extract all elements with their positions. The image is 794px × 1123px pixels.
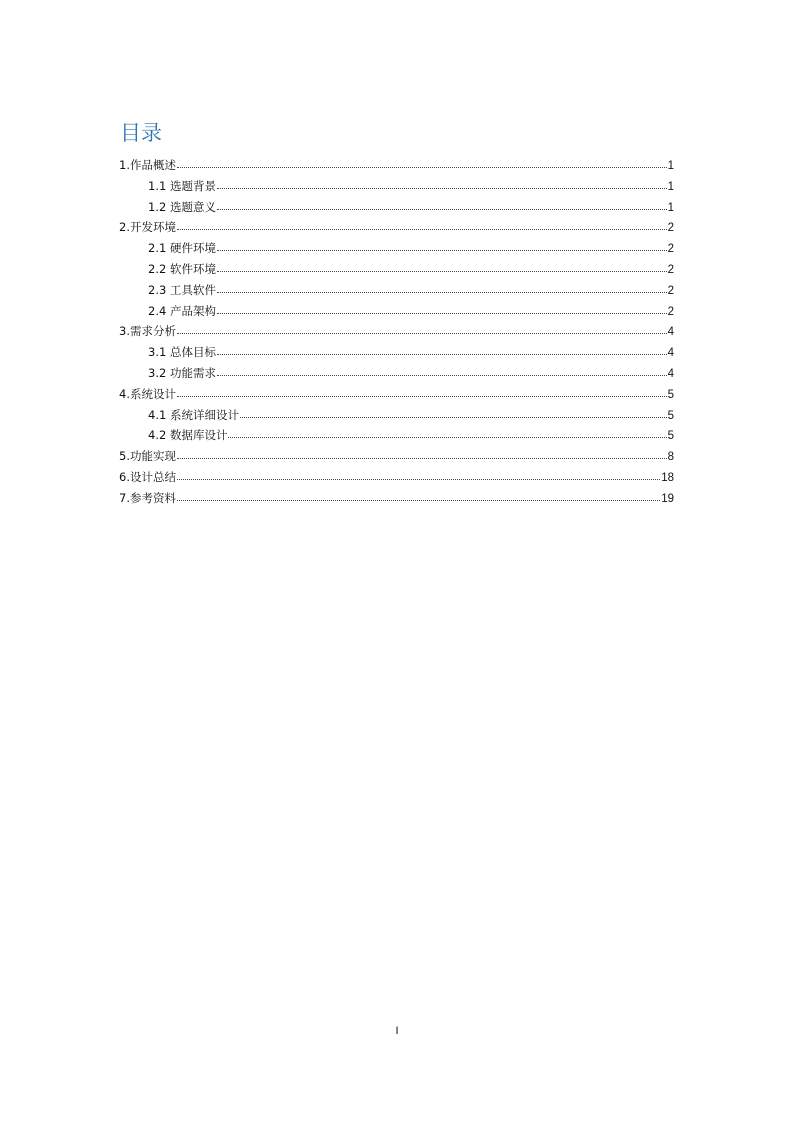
toc-entry-label: 6.设计总结 — [119, 469, 176, 484]
toc-entry-label: 3.1 总体目标 — [148, 345, 216, 360]
toc-entry[interactable] — [119, 155, 674, 176]
toc-entry-page: 2 — [667, 305, 674, 318]
toc-entry-label: 1.2 选题意义 — [148, 199, 216, 214]
toc-entry-page: 4 — [667, 367, 674, 380]
toc-dot-leader — [217, 312, 667, 314]
table-of-contents — [119, 155, 674, 509]
toc-dot-leader — [217, 353, 667, 355]
toc-dot-leader — [177, 228, 667, 230]
toc-entry-label: 7.参考资料 — [119, 490, 176, 505]
toc-entry-label: 2.4 产品架构 — [148, 303, 216, 318]
toc-entry-page: 1 — [667, 160, 674, 172]
page-number: I — [395, 1025, 399, 1037]
toc-entry-page: 2 — [667, 284, 674, 297]
toc-entry[interactable] — [119, 197, 674, 218]
toc-entry[interactable] — [119, 238, 674, 259]
toc-entry-page: 18 — [661, 471, 674, 484]
toc-dot-leader — [240, 416, 667, 418]
toc-dot-leader — [177, 457, 667, 459]
toc-entry[interactable] — [119, 446, 674, 467]
toc-dot-leader — [217, 187, 667, 189]
toc-entry-page: 5 — [667, 388, 674, 401]
toc-entry-page: 1 — [667, 201, 674, 214]
toc-dot-leader — [217, 270, 667, 272]
toc-entry-label: 2.3 工具软件 — [148, 282, 216, 297]
toc-title: 目录 — [120, 121, 162, 145]
toc-entry[interactable] — [119, 384, 674, 405]
toc-entry-page: 2 — [667, 263, 674, 276]
toc-entry[interactable] — [119, 405, 674, 426]
toc-dot-leader — [228, 436, 666, 438]
toc-entry-page: 5 — [667, 409, 674, 422]
toc-entry[interactable] — [119, 425, 674, 446]
toc-entry[interactable] — [119, 217, 674, 238]
toc-entry-label: 5.功能实现 — [119, 449, 176, 464]
toc-entry-label: 2.开发环境 — [119, 220, 176, 235]
toc-entry-page: 5 — [667, 430, 674, 443]
toc-entry-page: 1 — [667, 180, 674, 193]
toc-entry-page: 4 — [667, 326, 674, 339]
toc-dot-leader — [177, 478, 660, 480]
toc-entry-label: 4.2 数据库设计 — [148, 428, 228, 443]
toc-entry-label: 1.1 选题背景 — [148, 178, 216, 193]
toc-entry-label: 2.1 硬件环境 — [148, 241, 216, 256]
toc-entry-page: 2 — [667, 222, 674, 235]
toc-entry-page: 2 — [667, 243, 674, 256]
toc-dot-leader — [177, 499, 660, 501]
toc-dot-leader — [217, 249, 667, 251]
toc-entry[interactable] — [119, 176, 674, 197]
toc-dot-leader — [217, 291, 667, 293]
toc-entry[interactable] — [119, 321, 674, 342]
toc-entry-page: 8 — [667, 451, 674, 464]
toc-dot-leader — [217, 374, 667, 376]
toc-entry[interactable] — [119, 488, 674, 509]
toc-entry-page: 19 — [661, 492, 674, 505]
toc-entry[interactable] — [119, 259, 674, 280]
toc-dot-leader — [217, 208, 667, 210]
toc-entry-label: 2.2 软件环境 — [148, 261, 216, 276]
toc-entry[interactable] — [119, 301, 674, 322]
toc-entry-label: 1.作品概述 — [119, 158, 176, 172]
toc-entry-label: 3.2 功能需求 — [148, 365, 216, 380]
toc-entry[interactable] — [119, 342, 674, 363]
toc-entry-label: 3.需求分析 — [119, 324, 176, 339]
toc-entry[interactable] — [119, 280, 674, 301]
toc-dot-leader — [177, 332, 667, 334]
toc-entry-label: 4.系统设计 — [119, 386, 176, 401]
toc-entry-label: 4.1 系统详细设计 — [148, 407, 239, 422]
toc-dot-leader — [177, 166, 667, 168]
toc-entry-page: 4 — [667, 347, 674, 360]
toc-entry[interactable] — [119, 467, 674, 488]
toc-dot-leader — [177, 395, 667, 397]
toc-entry[interactable] — [119, 363, 674, 384]
